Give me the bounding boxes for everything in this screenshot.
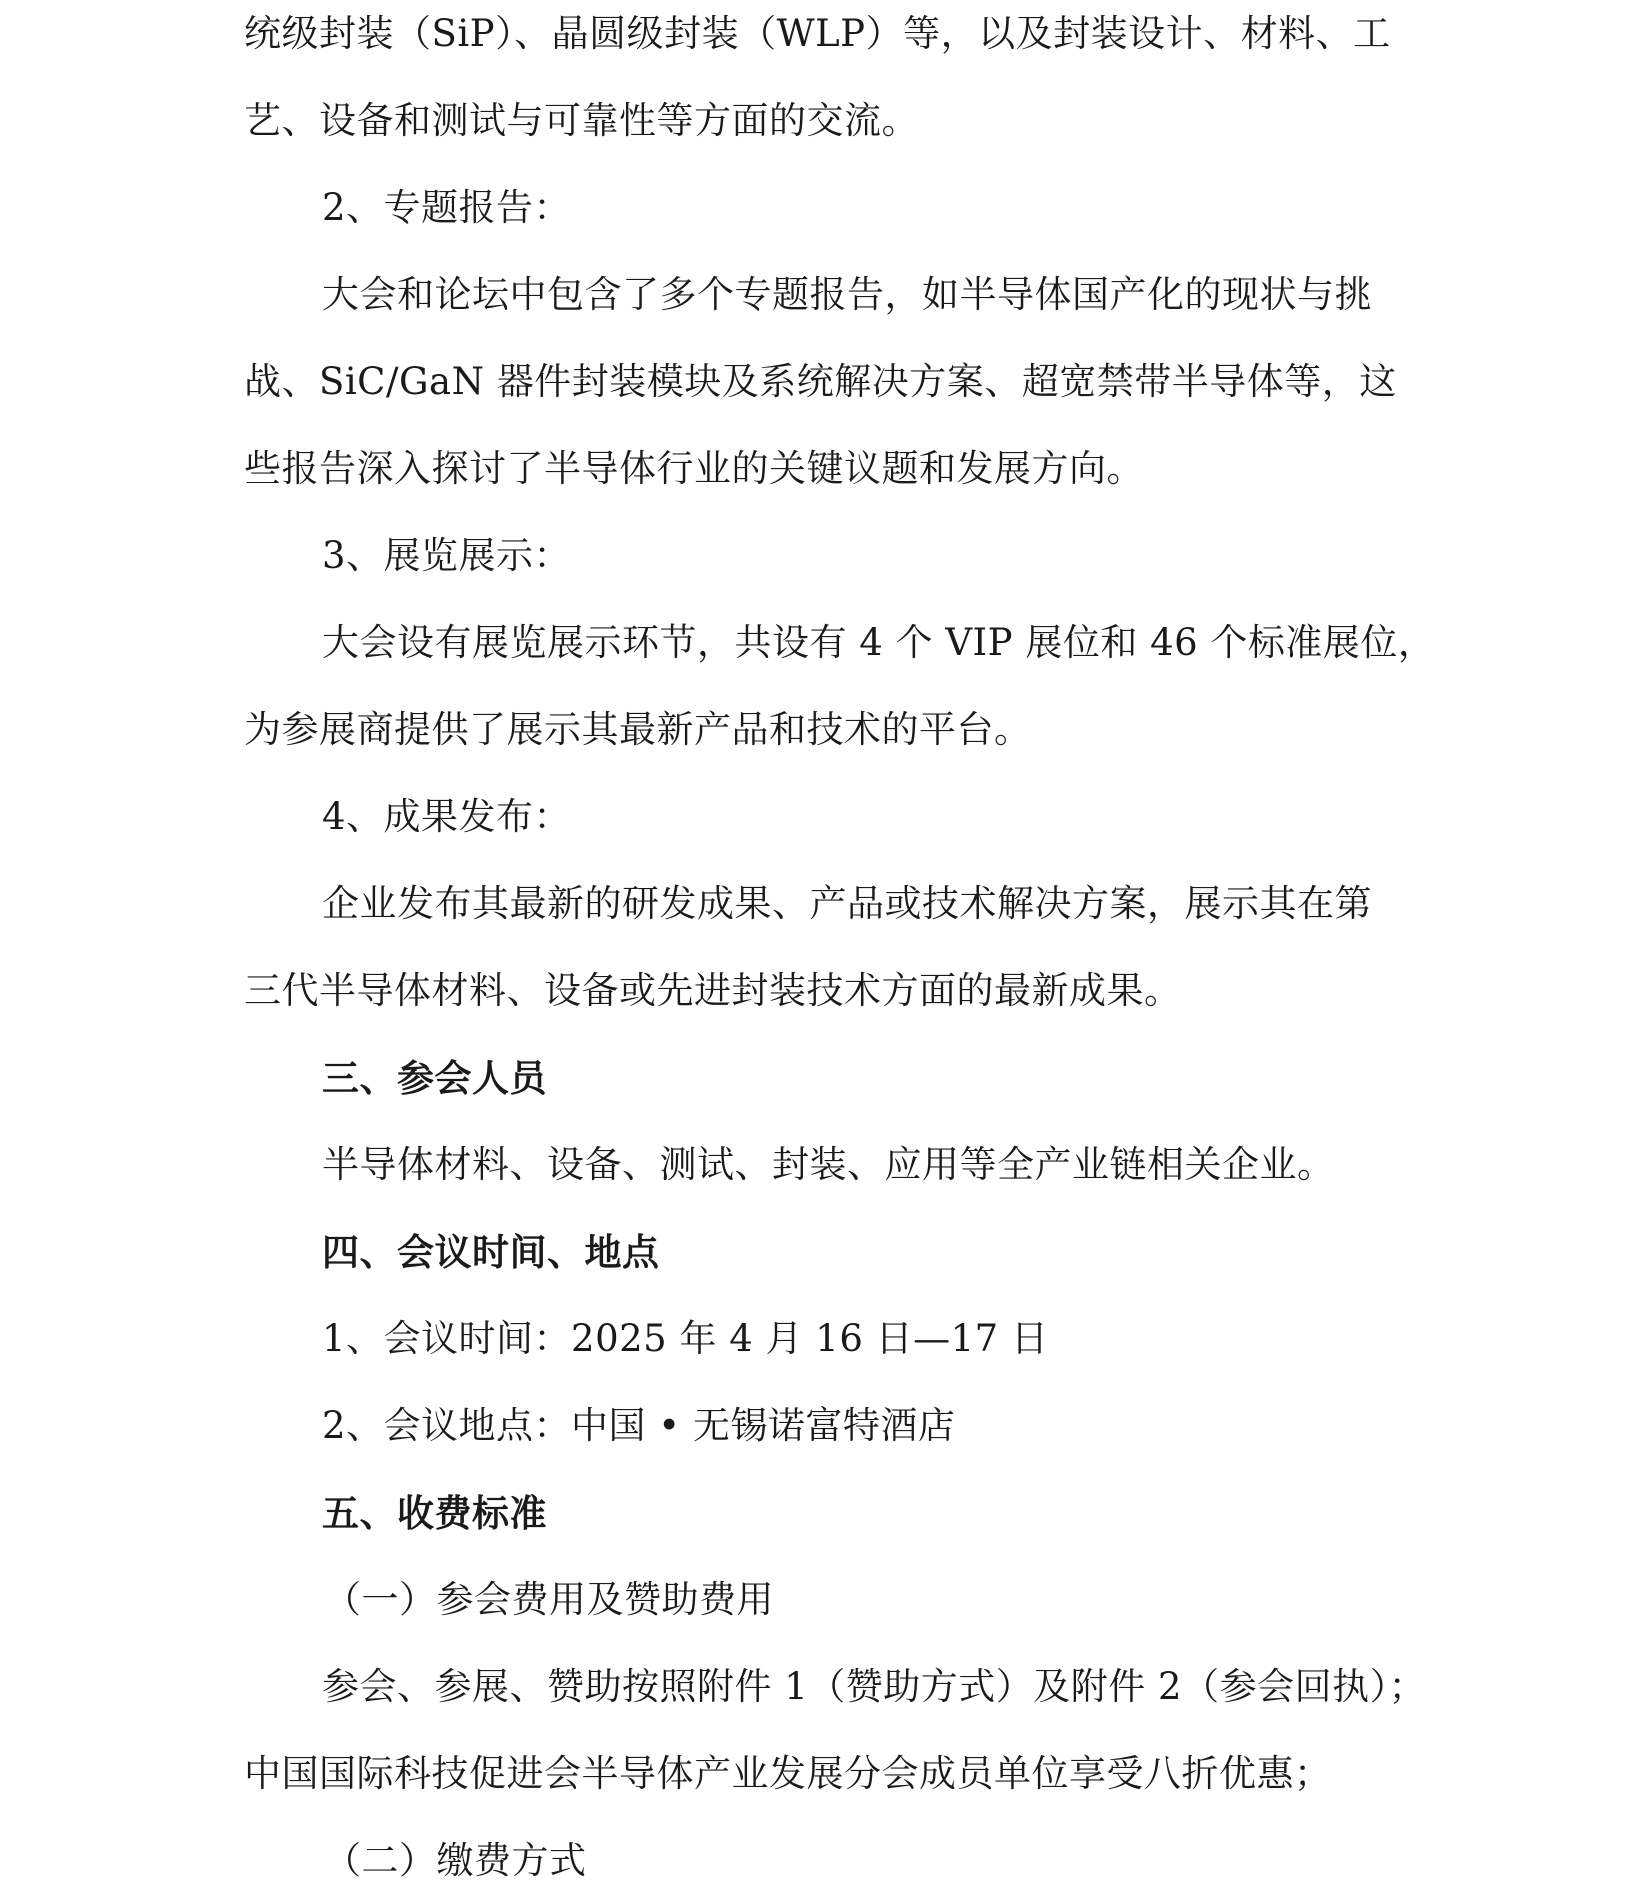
- body-text-line: 为参展商提供了展示其最新产品和技术的平台。: [244, 708, 1032, 751]
- subsection-heading: （一）参会费用及赞助费用: [324, 1578, 774, 1621]
- body-text-line: 2、会议地点：中国 • 无锡诺富特酒店: [322, 1404, 956, 1447]
- body-text-line: 三代半导体材料、设备或先进封装技术方面的最新成果。: [244, 969, 1182, 1012]
- body-text-line: 企业发布其最新的研发成果、产品或技术解决方案，展示其在第: [322, 882, 1372, 925]
- subsection-heading: （二）缴费方式: [324, 1839, 587, 1882]
- body-text-line: 半导体材料、设备、测试、封装、应用等全产业链相关企业。: [322, 1143, 1335, 1186]
- body-text-line: 大会设有展览展示环节，共设有 4 个 VIP 展位和 46 个标准展位，: [322, 621, 1436, 664]
- subsection-heading: 2、专题报告：: [322, 186, 572, 229]
- subsection-heading: 4、成果发布：: [322, 795, 572, 838]
- body-text-line: 战、SiC/GaN 器件封装模块及系统解决方案、超宽禁带半导体等，这: [244, 360, 1397, 403]
- section-heading: 四、会议时间、地点: [322, 1230, 660, 1274]
- section-heading: 五、收费标准: [322, 1491, 547, 1535]
- body-text-line: 统级封装（SiP）、晶圆级封装（WLP）等，以及封装设计、材料、工: [244, 12, 1391, 55]
- body-text-line: 艺、设备和测试与可靠性等方面的交流。: [244, 99, 919, 142]
- body-text-line: 些报告深入探讨了半导体行业的关键议题和发展方向。: [244, 447, 1144, 490]
- body-text-line: 中国国际科技促进会半导体产业发展分会成员单位享受八折优惠；: [244, 1752, 1332, 1795]
- body-text-line: 大会和论坛中包含了多个专题报告，如半导体国产化的现状与挑: [322, 273, 1372, 316]
- subsection-heading: 3、展览展示：: [322, 534, 572, 577]
- body-text-line: 参会、参展、赞助按照附件 1（赞助方式）及附件 2（参会回执）；: [322, 1665, 1427, 1708]
- body-text-line: 1、会议时间：2025 年 4 月 16 日—17 日: [322, 1317, 1049, 1360]
- section-heading: 三、参会人员: [322, 1056, 547, 1100]
